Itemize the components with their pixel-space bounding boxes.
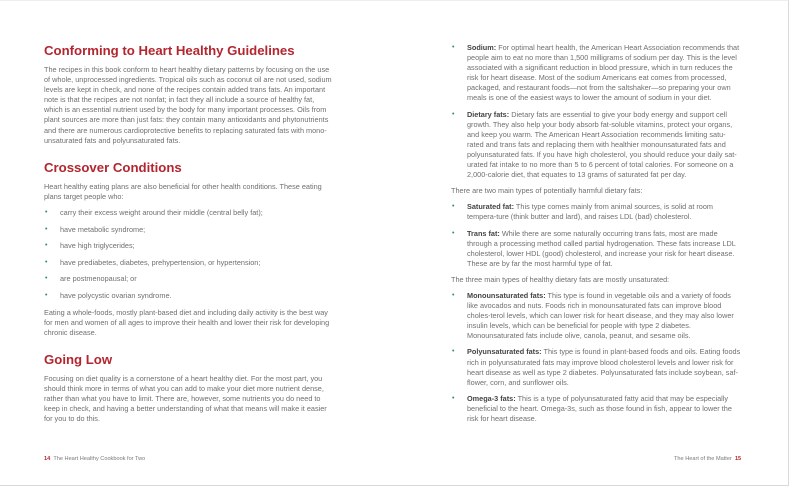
running-title: The Heart Healthy Cookbook for Two [53,456,146,462]
bullet-icon: • [45,275,48,283]
bullet-icon: • [45,225,48,233]
nutrient-list [451,43,741,180]
bullet-icon: • [45,258,48,266]
right-page [395,1,789,487]
bullet-icon: • [452,348,455,356]
list-item: • have high triglycerides; [45,241,135,251]
left-page-content [44,43,334,438]
harmful-fats-list [451,202,741,269]
list-item: • carry their excess weight around their middle (central belly fat); [45,207,263,217]
running-title: The Heart of the Matter [674,456,732,462]
section-heading: Conforming to Heart Healthy Guidelines [44,43,295,58]
list-item: • Saturated fat: This type comes mainly from animal sources, is solid at room tempera-ture (think butter and lard), and raises LDL (bad) cholesterol. [452,202,714,222]
bullet-icon: • [452,203,455,211]
term: Omega-3 fats: [467,393,516,403]
bullet-icon: • [452,229,455,237]
bullet-icon: • [452,44,455,51]
page-footer [674,456,741,462]
section-heading: Going Low [44,351,113,367]
bullet-icon: • [452,394,455,402]
list-item: • Omega-3 fats: This is a type of polyunsaturated fatty acid that may be especially beneficial to the heart. Omega-3s, such as those found in fish, appear to lower the risk for heart disease. [452,393,732,423]
healthy-fats-list [451,291,741,424]
term: Monounsaturated fats: [467,290,546,300]
paragraph: Eating a whole-foods, mostly plant-based diet and including daily activity is the best way for men and women of all ages to improve their health and lower their risk for developing chronic disease. [44,307,330,337]
bullet-icon: • [452,110,455,118]
list-item: • have polycystic ovarian syndrome. [45,290,172,300]
paragraph: There are two main types of potentially harmful dietary fats: [451,186,643,196]
list-item: • are postmenopausal; or [45,274,137,284]
section-going-low [44,352,334,424]
paragraph: The recipes in this book conform to heart healthy dietary patterns by focusing on the use of whole, unprocessed ingredients. Tropical oils such as coconut oil are not used, sodium levels are kept in check, and none of the recipes contain added trans fats. An important note is that the recipes are not nonfat; in fact they all include a source of healthy fat, which is an essential nutrient used by the body for many important processes. Oils from plant sources are more than just fats: they contain many antioxidants and phytonutrients and there are numerous cardioprotective benefits to replacing saturated fats with mono-unsaturated fats and polyunsaturated fats. [44,65,332,145]
section-heading: Crossover Conditions [44,159,182,175]
paragraph: Heart healthy eating plans are also beneficial for other health conditions. These eating plans target people who: [44,181,322,201]
page-number: 14 [44,456,51,462]
page-number: 15 [734,456,742,462]
paragraph: The three main types of healthy dietary fats are mostly unsaturated: [451,274,670,284]
list-item: • have metabolic syndrome; [45,224,146,234]
page-footer [44,456,145,462]
paragraph: Focusing on diet quality is a cornerstone of a heart healthy diet. For the most part, you should think more in terms of what you can add to make your diet more nutrient dense, rather than what you have to limit. There are, however, some nutrients you do need to keep in check, and having a better understanding of what that means will make it easier for you to do this. [44,373,327,424]
list-item: • Trans fat: While there are some naturally occurring trans fats, most are made through a processing method called partial hydrogenation. These fats increase LDL cholesterol, lower HDL (good) cholesterol, and increase your risk for heart disease. These are by far the most harmful type of fat. [452,228,736,268]
left-page [0,1,395,487]
term: Polyunsaturated fats: [467,347,542,357]
list-item: • have prediabetes, diabetes, prehypertension, or hypertension; [45,257,261,267]
bullet-icon: • [452,291,455,299]
bullet-icon: • [45,291,48,299]
bullet-icon: • [45,208,48,216]
term: Sodium: [467,43,497,52]
list-item: • Polyunsaturated fats: This type is found in plant-based foods and oils. Eating foods rich in polyunsaturated fats may improve blood cholesterol levels and lower risk for heart disease as well as type 2 diabetes. Polyunsaturated fats include soybean, saf-flower, corn, and sunflower oils. [452,347,741,387]
section-conforming [44,43,334,146]
right-page-content [451,43,741,430]
list-item: • Monounsaturated fats: This type is found in vegetable oils and a variety of foods like avocados and nuts. Foods rich in monounsaturated fats can improve blood choles-terol levels, which can lower risk for heart disease, and they may also lower insulin levels, which can be beneficial for people with type 2 diabetes. Monounsaturated fats include olive, canola, peanut, and sesame oils. [452,290,734,341]
term: Dietary fats: [467,109,510,119]
term: Saturated fat: [467,202,515,212]
list-item: • Dietary fats: Dietary fats are essential to give your body energy and support cell growth. They also help your body absorb fat-soluble vitamins, protect your organs, and keep you warm. The American Heart Association recommends limiting satu-rated and trans fats and replacing them with healthier monounsaturated fats and polyunsaturated fats. If you have high cholesterol, you should reduce your daily sat-urated fat intake to no more than 5 to 6 percent of total calories. For someone on a 2,000-calorie diet, that equates to 13 grams of saturated fat per day. [452,109,737,180]
term: Trans fat: [467,228,500,238]
section-crossover [44,160,334,338]
list-item: • Sodium: For optimal heart health, the American Heart Association recommends that people aim to eat no more than 1,500 milligrams of sodium per day. This is the level associated with a significant reduction in blood pressure, which in turn reduces the risk for heart disease. Most of the sodium Americans eat comes from processed, packaged, and restaurant foods—not from the saltshaker—so preparing your own meals is one of the easiest ways to lower the amount of sodium in your diet. [452,43,740,103]
bullet-icon: • [45,242,48,250]
conditions-list [44,208,334,301]
